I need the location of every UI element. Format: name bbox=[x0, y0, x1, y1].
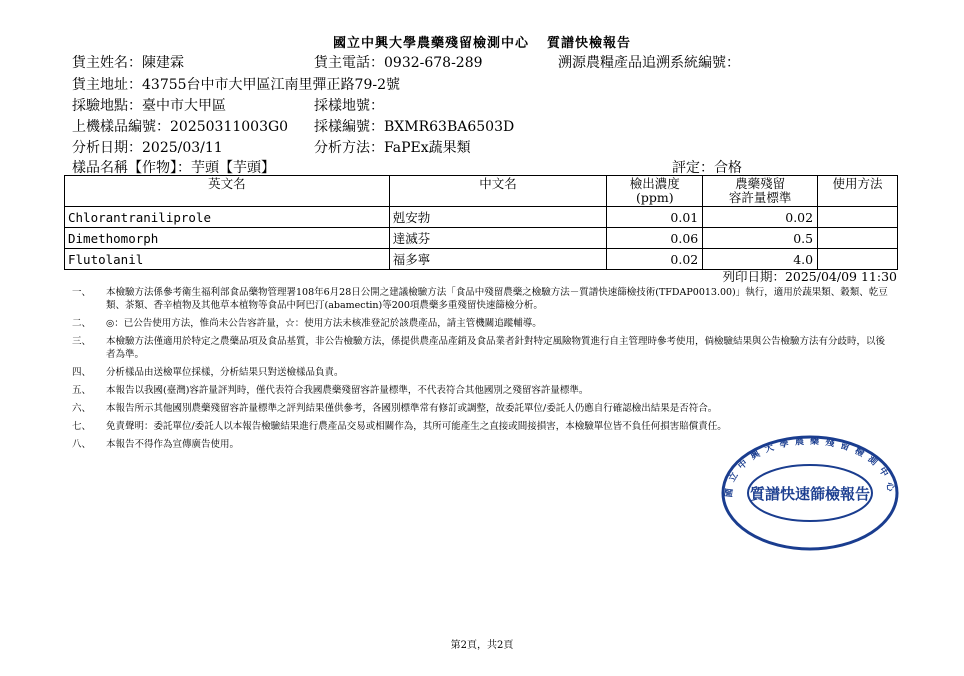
header-chinese-name: 中文名 bbox=[389, 176, 607, 207]
note-item bbox=[72, 317, 892, 330]
center-name: 國立中興大學農藥殘留檢測中心 bbox=[332, 36, 529, 51]
report-type: 質譜快檢報告 bbox=[547, 36, 632, 51]
note-item bbox=[72, 402, 892, 415]
results-table bbox=[64, 175, 898, 270]
owner-phone: 貨主電話：0932-678-289 bbox=[314, 55, 483, 71]
svg-text:國立中興大學農藥殘留檢測中心: 國立中興大學農藥殘留檢測中心 bbox=[724, 436, 896, 498]
note-item bbox=[72, 366, 892, 379]
cell-chinese-name: 剋安勃 bbox=[389, 207, 607, 228]
note-number: 一、 bbox=[72, 287, 92, 298]
official-stamp bbox=[720, 434, 900, 552]
note-number: 五、 bbox=[72, 385, 92, 396]
note-number: 三、 bbox=[72, 336, 92, 347]
note-text: 本檢驗方法係參考衛生福利部食品藥物管理署108年6月28日公開之建議檢驗方法「食品中殘留農藥之檢驗方法－質譜快速篩檢技術(TFDAP0013.00)」執行，適用於蔬果類、穀類、乾豆類、茶類、香辛植物及其他草本植物等食品中阿巴汀(abamectin)等200項農藥多重殘留快速篩檢分析。 bbox=[106, 287, 888, 311]
header-english-name: 英文名 bbox=[65, 176, 390, 207]
header-tolerance: 農藥殘留 容許量標準 bbox=[703, 176, 818, 207]
cell-tolerance: 4.0 bbox=[703, 249, 818, 270]
note-number: 四、 bbox=[72, 367, 92, 378]
machine-sample-no: 上機樣品編號：20250311003G0 bbox=[72, 119, 289, 135]
note-text: 本報告不得作為宣傳廣告使用。 bbox=[106, 439, 240, 450]
cell-concentration: 0.01 bbox=[607, 207, 703, 228]
sampling-lot: 採樣地號： bbox=[314, 98, 384, 114]
note-text: 本檢驗方法僅適用於特定之農藥品項及食品基質，非公告檢驗方法，係提供農產品產銷及食品業者針對特定風險物質進行自主管理時參考使用，倘檢驗結果與公告檢驗方法有分歧時，以後者為準。 bbox=[106, 336, 886, 360]
cell-chinese-name: 達滅芬 bbox=[389, 228, 607, 249]
note-number: 八、 bbox=[72, 439, 92, 450]
note-number: 二、 bbox=[72, 318, 92, 329]
cell-english-name: Chlorantraniliprole bbox=[65, 207, 390, 228]
cell-english-name: Dimethomorph bbox=[65, 228, 390, 249]
note-text: 本報告以我國(臺灣)容許量評判時，僅代表符合我國農藥殘留容許量標準，不代表符合其他國別之殘留容許量標準。 bbox=[106, 385, 589, 396]
note-text: 免責聲明：委託單位/委託人以本報告檢驗結果進行農產品交易或相關作為，其所可能產生之直接或間接損害，本檢驗單位皆不負任何損害賠償責任。 bbox=[106, 421, 727, 432]
note-number: 七、 bbox=[72, 421, 92, 432]
note-item bbox=[72, 335, 892, 361]
analysis-method: 分析方法：FaPEx蔬果類 bbox=[314, 140, 471, 156]
print-date: 列印日期：2025/04/09 11:30 bbox=[722, 269, 897, 284]
cell-usage bbox=[818, 207, 898, 228]
cell-english-name: Flutolanil bbox=[65, 249, 390, 270]
owner-address: 貨主地址：43755台中市大甲區江南里彈正路79-2號 bbox=[72, 77, 400, 93]
note-item bbox=[72, 286, 892, 312]
analysis-date: 分析日期：2025/03/11 bbox=[72, 140, 223, 156]
cell-usage bbox=[818, 228, 898, 249]
page-footer: 第2頁，共2頁 bbox=[450, 640, 514, 651]
note-item bbox=[72, 420, 892, 433]
note-text: ◎：已公告使用方法，惟尚未公告容許量，☆：使用方法未核准登記於該農產品，請主管機關追蹤輔導。 bbox=[106, 318, 542, 329]
note-item bbox=[72, 384, 892, 397]
evaluation-result: 評定：合格 bbox=[672, 160, 742, 176]
report-title bbox=[0, 32, 964, 51]
svg-text:質譜快速篩檢報告: 質譜快速篩檢報告 bbox=[749, 485, 871, 503]
table-header-row bbox=[65, 176, 898, 207]
header-concentration: 檢出濃度 (ppm) bbox=[607, 176, 703, 207]
cell-concentration: 0.02 bbox=[607, 249, 703, 270]
cell-chinese-name: 福多寧 bbox=[389, 249, 607, 270]
header-usage: 使用方法 bbox=[818, 176, 898, 207]
sample-code: 採樣編號：BXMR63BA6503D bbox=[314, 119, 515, 135]
note-text: 本報告所示其他國別農藥殘留容許量標準之評判結果僅供參考，各國別標準常有修訂或調整，故委託單位/委託人仍應自行確認檢出結果是否符合。 bbox=[106, 403, 718, 414]
trace-number: 溯源農糧產品追溯系統編號： bbox=[558, 55, 740, 71]
cell-concentration: 0.06 bbox=[607, 228, 703, 249]
owner-name: 貨主姓名：陳建霖 bbox=[72, 55, 184, 71]
cell-tolerance: 0.5 bbox=[703, 228, 818, 249]
table-row bbox=[65, 228, 898, 249]
notes-list bbox=[72, 286, 892, 456]
cell-tolerance: 0.02 bbox=[703, 207, 818, 228]
note-number: 六、 bbox=[72, 403, 92, 414]
sample-name: 樣品名稱【作物】：芋頭【芋頭】 bbox=[72, 160, 275, 176]
note-text: 分析樣品由送檢單位採樣，分析結果只對送檢樣品負責。 bbox=[106, 367, 344, 378]
table-row bbox=[65, 207, 898, 228]
sampling-place: 採驗地點：臺中市大甲區 bbox=[72, 98, 226, 114]
